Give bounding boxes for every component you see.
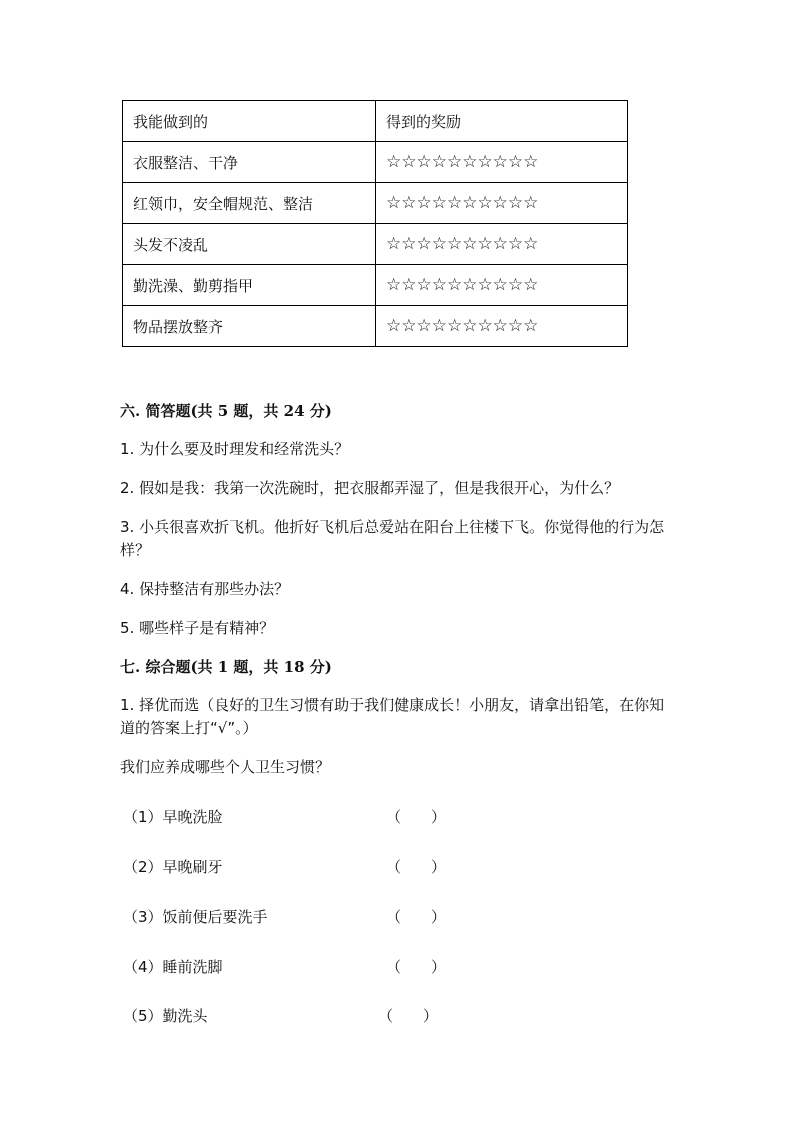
question: 3. 小兵很喜欢折飞机。他折好飞机后总爱站在阳台上往楼下飞。你觉得他的行为怎样？ bbox=[120, 518, 665, 559]
stars-cell: ☆☆☆☆☆☆☆☆☆☆ bbox=[376, 265, 628, 306]
item-cell: 衣服整洁、干净 bbox=[123, 142, 376, 183]
stars-cell: ☆☆☆☆☆☆☆☆☆☆ bbox=[376, 183, 628, 224]
item-cell: 物品摆放整齐 bbox=[123, 306, 376, 347]
choice-label: （5）勤洗头 bbox=[123, 1007, 208, 1025]
table-row bbox=[123, 265, 628, 306]
choice-label: （3）饭前便后要洗手 bbox=[123, 908, 268, 926]
choice-label: （1）早晚洗脸 bbox=[123, 808, 223, 826]
question: 1. 为什么要及时理发和经常洗头？ bbox=[120, 440, 350, 458]
answer-blank[interactable]: （ ） bbox=[378, 1007, 439, 1025]
item-cell: 红领巾，安全帽规范、整洁 bbox=[123, 183, 376, 224]
table-row bbox=[123, 306, 628, 347]
reward-table bbox=[122, 100, 628, 347]
answer-blank[interactable]: （ ） bbox=[386, 958, 447, 976]
header-cell: 我能做到的 bbox=[123, 101, 376, 142]
stars-cell: ☆☆☆☆☆☆☆☆☆☆ bbox=[376, 224, 628, 265]
table-row bbox=[123, 224, 628, 265]
section7-title: 七. 综合题(共 1 题，共 18 分) bbox=[120, 658, 332, 676]
question: 1. 择优而选（良好的卫生习惯有助于我们健康成长！小朋友，请拿出铅笔，在你知道的答案上打“√”。） bbox=[120, 696, 665, 737]
question: 2. 假如是我：我第一次洗碗时，把衣服都弄湿了，但是我很开心，为什么？ bbox=[120, 479, 620, 497]
answer-blank[interactable]: （ ） bbox=[386, 808, 447, 826]
item-cell: 头发不凌乱 bbox=[123, 224, 376, 265]
header-cell: 得到的奖励 bbox=[376, 101, 628, 142]
section6-title: 六. 简答题(共 5 题，共 24 分) bbox=[120, 402, 332, 420]
table-header-row bbox=[123, 101, 628, 142]
choice-label: （2）早晚刷牙 bbox=[123, 858, 223, 876]
stars-cell: ☆☆☆☆☆☆☆☆☆☆ bbox=[376, 306, 628, 347]
item-cell: 勤洗澡、勤剪指甲 bbox=[123, 265, 376, 306]
prompt: 我们应养成哪些个人卫生习惯？ bbox=[120, 758, 331, 776]
answer-blank[interactable]: （ ） bbox=[386, 908, 447, 926]
answer-blank[interactable]: （ ） bbox=[386, 858, 447, 876]
question: 4. 保持整洁有那些办法？ bbox=[120, 580, 290, 598]
choice-label: （4）睡前洗脚 bbox=[123, 958, 223, 976]
stars-cell: ☆☆☆☆☆☆☆☆☆☆ bbox=[376, 142, 628, 183]
table-row bbox=[123, 183, 628, 224]
table-row bbox=[123, 142, 628, 183]
question: 5. 哪些样子是有精神？ bbox=[120, 619, 275, 637]
